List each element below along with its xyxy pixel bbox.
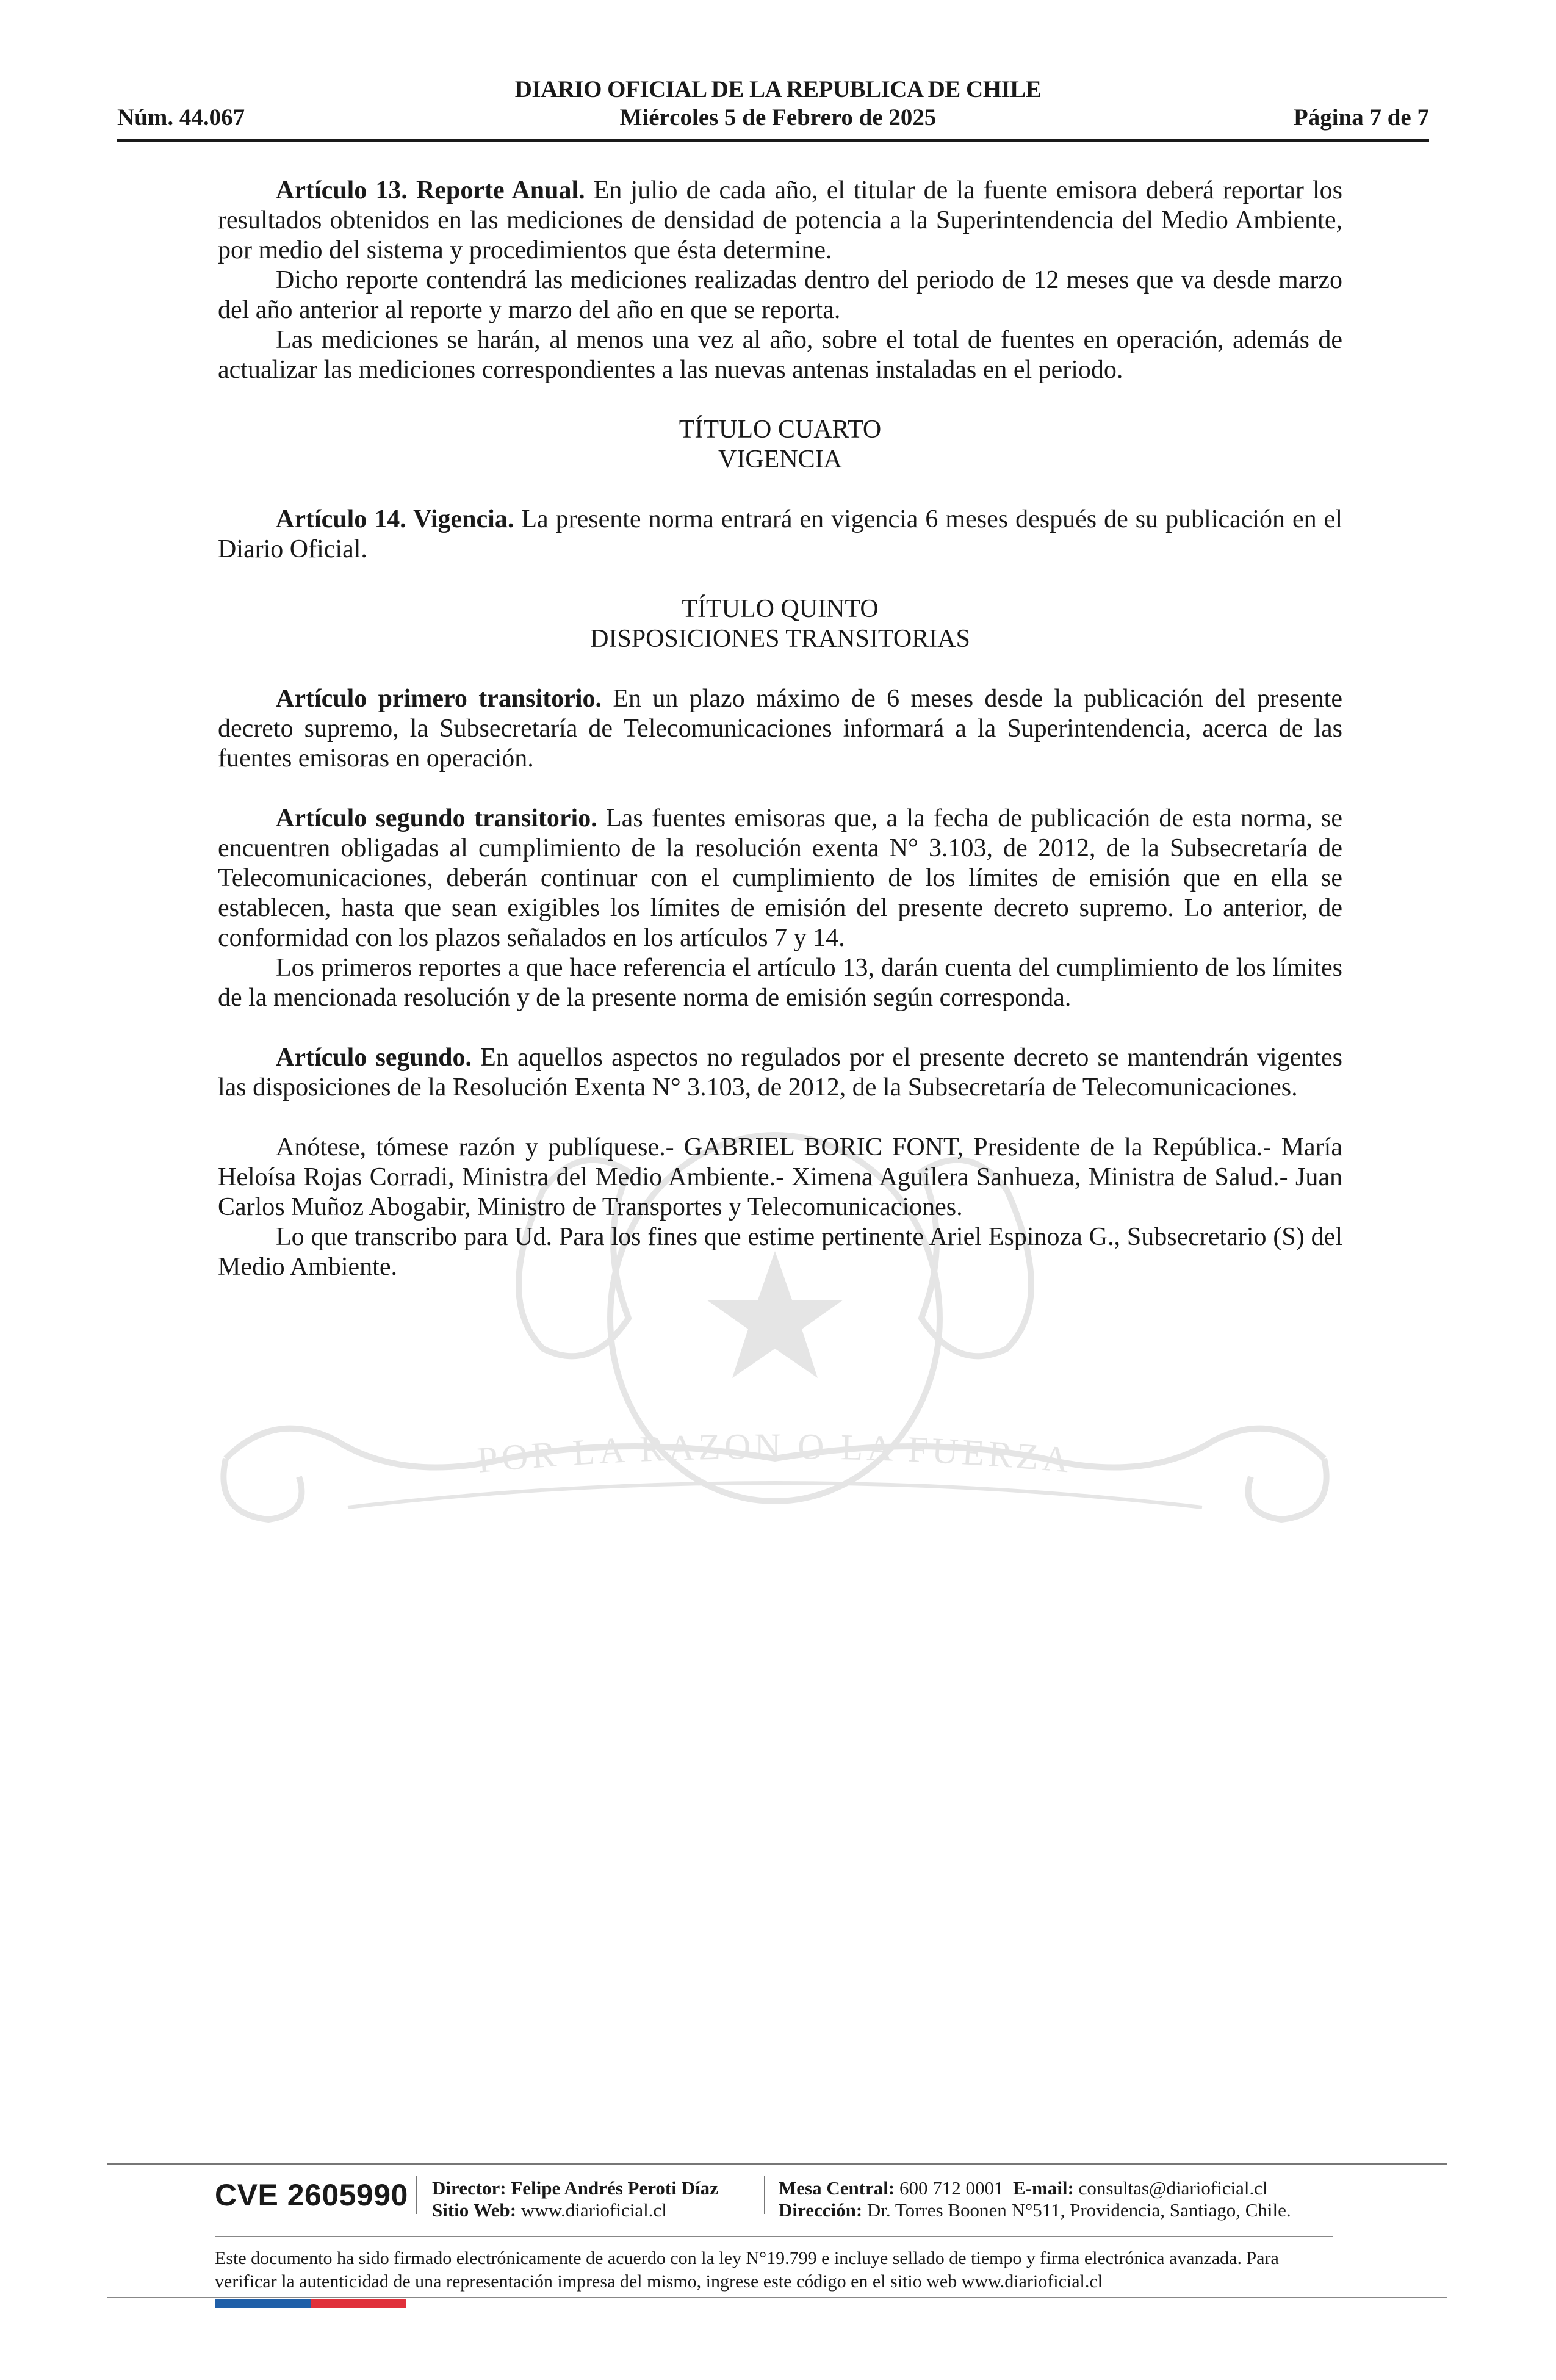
article-13-text: En julio de cada año, el titular de la fuente emisora deberá reportar los resultados obtenidos en las mediciones de densidad de potencia a la Superintendencia del Medio Ambiente, por medio del sistema y procedimientos que ésta determine. [218,176,1342,264]
title-4-label: TÍTULO CUARTO [679,416,882,444]
transitory-article-2-heading: Artículo segundo transitorio. [276,804,597,832]
website-line [432,2199,718,2221]
closing-signatures: Anótese, tómese razón y publíquese.- GABRIEL BORIC FONT, Presidente de la República.- María Heloísa Rojas Corradi, Ministra del Medio Ambiente.- Ximena Aguilera Sanhueza, Ministra de Salud.- Juan Carlos Muñoz Abogabir, Ministro de Transportes y Telecomunicaciones. [218,1133,1342,1221]
publication-date: Miércoles 5 de Febrero de 2025 [619,104,937,131]
footer-director-block [432,2177,718,2221]
footer-bottom-divider [107,2297,1447,2298]
article-segundo [218,1043,1342,1103]
transitory-article-2 [218,804,1342,953]
cve-code: CVE 2605990 [215,2178,408,2212]
issue-number: Núm. 44.067 [117,104,245,131]
article-13-paragraph-3: Las mediciones se harán, al menos una vez al año, sobre el total de fuentes en operación, además de actualizar las mediciones correspondientes a las nuevas antenas instaladas en el periodo. [218,326,1342,384]
transitory-article-2-text: Las fuentes emisoras que, a la fecha de publicación de esta norma, se encuentren obligadas al cumplimiento de la resolución exenta N° 3.103, de 2012, de la Subsecretaría de Telecomunicaciones, deberán continuar con el cumplimiento de los límites de emisión que en ella se establecen, hasta que sean exigibles los límites de emisión del presente decreto supremo. Lo anterior, de conformidad con los plazos señalados en los artículos 7 y 14. [218,804,1342,952]
svg-text:POR LA RAZON O LA FUERZA [476,1426,1075,1480]
article-14-text: La presente norma entrará en vigencia 6 meses después de su publicación en el Diario Oficial. [218,505,1342,563]
header-divider [117,139,1429,142]
closing-transcription: Lo que transcribo para Ud. Para los fines que estime pertinente Ariel Espinoza G., Subsecretario (S) del Medio Ambiente. [218,1223,1342,1281]
transitory-article-1-heading: Artículo primero transitorio. [276,685,602,713]
title-5-label: TÍTULO QUINTO [682,595,879,623]
footer-contact-block [779,2177,1291,2221]
flag-stripe-red [311,2299,406,2308]
phone-label: Mesa Central: [779,2177,895,2199]
transitory-article-1 [218,684,1342,774]
footer-middle-divider [215,2236,1333,2237]
email-link[interactable]: consultas@diarioficial.cl [1073,2177,1268,2199]
transitory-article-1-text: En un plazo máximo de 6 meses desde la publicación del presente decreto supremo, la Subsecretaría de Telecomunicaciones informará a la Superintendencia, acerca de las fuentes emisoras en operación. [218,685,1342,773]
director-label: Director: [432,2177,506,2199]
article-13-heading: Artículo 13. Reporte Anual. [276,176,585,204]
document-body [218,176,1342,1282]
footer-top-divider [107,2163,1447,2165]
address-label: Dirección: [779,2199,863,2221]
article-13-paragraph-2: Dicho reporte contendrá las mediciones realizadas dentro del periodo de 12 meses que va desde marzo del año anterior al reporte y marzo del año en que se reporta. [218,266,1342,324]
transitory-article-2-paragraph-2: Los primeros reportes a que hace referencia el artículo 13, darán cuenta del cumplimiento de los límites de la mencionada resolución y de la presente norma de emisión según corresponda. [218,954,1342,1012]
footer-separator-2 [764,2176,765,2214]
article-segundo-text: En aquellos aspectos no regulados por el presente decreto se mantendrán vigentes las disposiciones de la Resolución Exenta N° 3.103, de 2012, de la Subsecretaría de Telecomunicaciones. [218,1044,1342,1102]
title-5-name: DISPOSICIONES TRANSITORIAS [590,625,970,653]
director-name: Felipe Andrés Peroti Díaz [506,2177,718,2199]
phone-number: 600 712 0001 [895,2177,1004,2199]
publication-title: DIARIO OFICIAL DE LA REPUBLICA DE CHILE [514,76,1042,103]
director-line [432,2177,718,2199]
contact-line [779,2177,1291,2199]
flag-stripe-blue [215,2299,311,2308]
article-14-heading: Artículo 14. Vigencia. [276,505,514,533]
article-segundo-heading: Artículo segundo. [276,1044,472,1072]
article-14 [218,505,1342,564]
article-13 [218,176,1342,265]
website-label: Sitio Web: [432,2199,517,2221]
address-text: Dr. Torres Boonen N°511, Providencia, Santiago, Chile. [862,2199,1291,2221]
title-4-name: VIGENCIA [718,445,842,474]
website-link[interactable]: www.diarioficial.cl [516,2199,667,2221]
address-line [779,2199,1291,2221]
page-indicator: Página 7 de 7 [1293,104,1429,131]
footer-separator-1 [416,2176,417,2214]
electronic-signature-notice: Este documento ha sido firmado electrónicamente de acuerdo con la ley N°19.799 e incluye sellado de tiempo y firma electrónica avanzada. Para verificar la autenticidad de una representación impresa del mismo, ingrese este código en el sitio web www.diarioficial.cl [215,2248,1279,2292]
email-label: E-mail: [1013,2177,1074,2199]
motto-text: POR LA RAZON O LA FUERZA [475,1426,1075,1480]
